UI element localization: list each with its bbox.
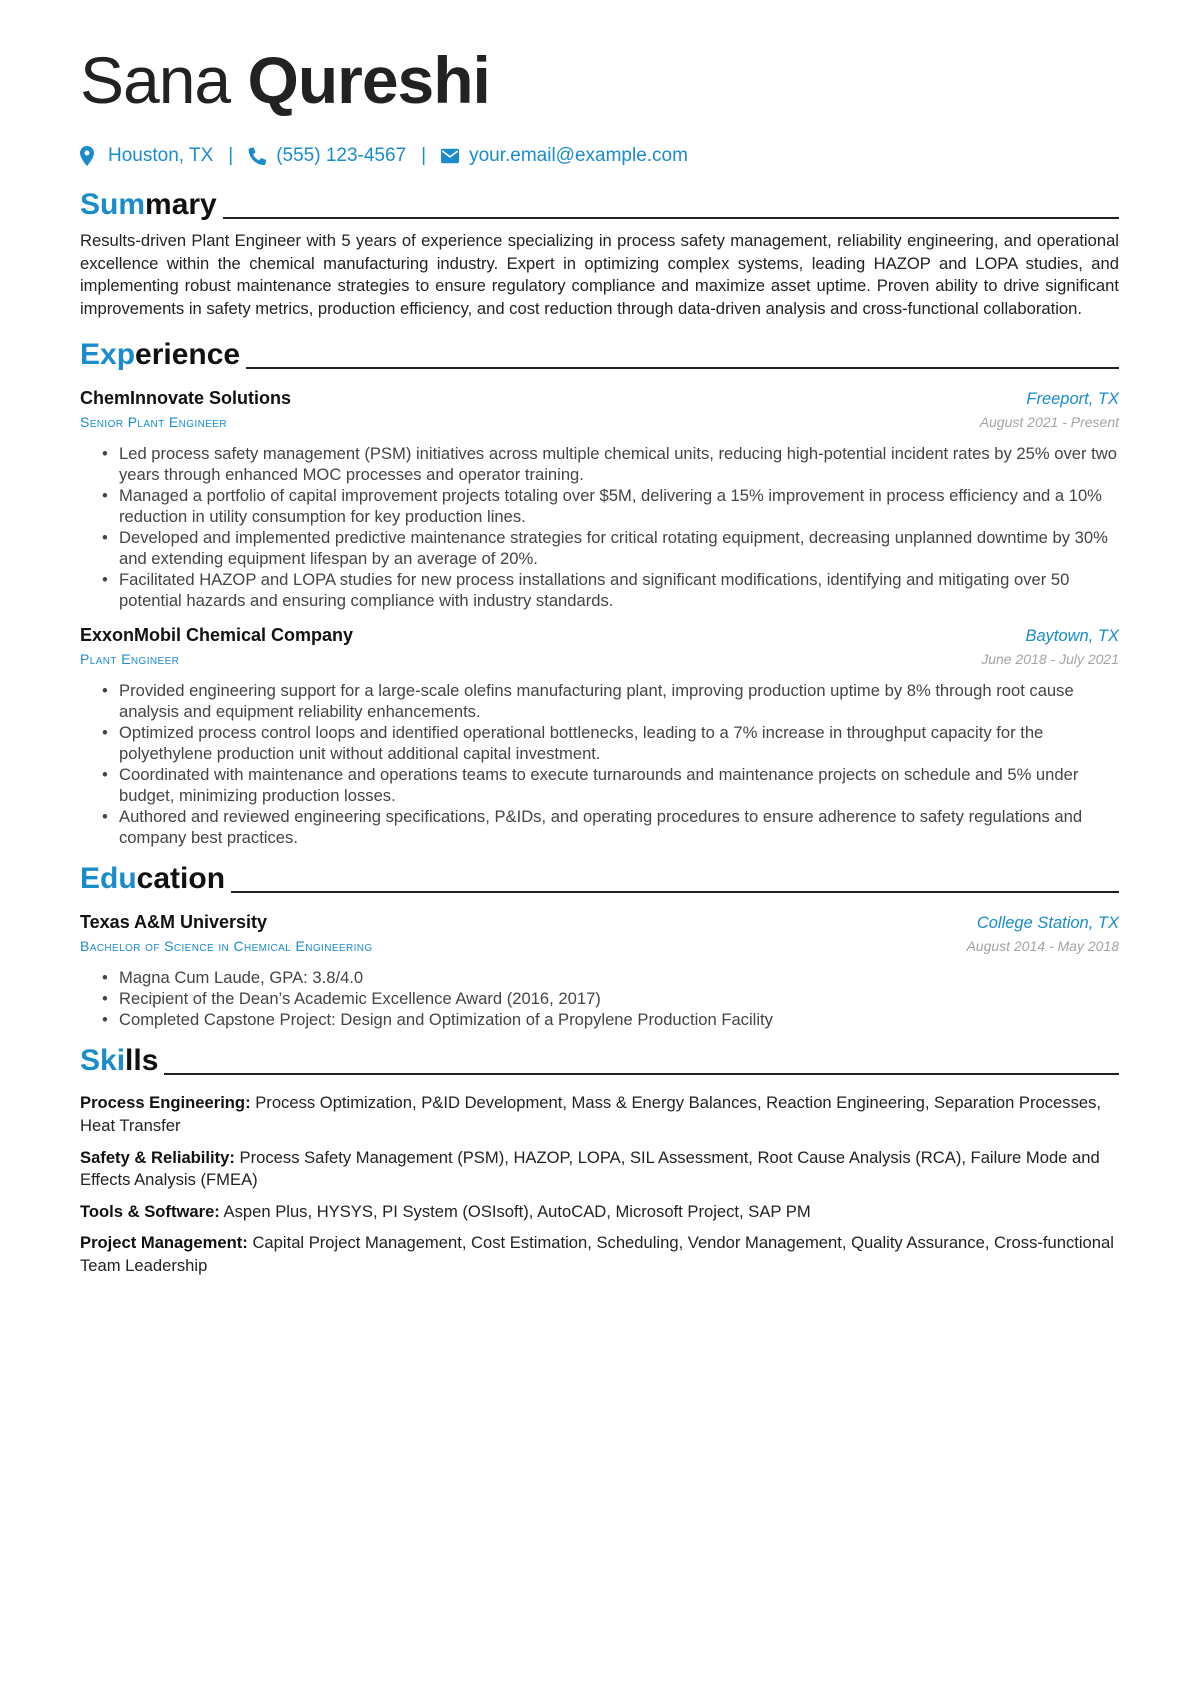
summary-section-header: [80, 182, 1119, 222]
school-location: College Station, TX: [976, 914, 1119, 933]
list-item: • Magna Cum Laude, GPA: 3.8/4.0: [102, 968, 364, 988]
education-dates: August 2014 - May 2018: [966, 938, 1119, 955]
section-rule: [164, 1073, 1119, 1075]
candidate-name: [80, 40, 1119, 120]
list-item: • Managed a portfolio of capital improvement projects totaling over $5M, delivering a 15% improvement in process efficiency and a 10% reduction in utility consumption for key production lines.: [102, 486, 1102, 527]
phone-text: (555) 123-4567: [276, 145, 407, 166]
first-name: Sana: [80, 43, 231, 117]
job-dates: August 2021 - Present: [979, 414, 1119, 431]
education-entry: [80, 910, 1119, 1030]
envelope-icon: [441, 146, 459, 166]
employer-name: ChemInnovate Solutions: [80, 388, 292, 409]
skill-group-values: Aspen Plus, HYSYS, PI System (OSIsoft), AutoCAD, Microsoft Project, SAP PM: [223, 1201, 811, 1221]
skill-group-values: Process Optimization, P&ID Development, Mass & Energy Balances, Reaction Engineering, Separation Processes, Heat Transfer: [80, 1093, 1102, 1135]
section-rule: [231, 891, 1119, 893]
skill-group-label: Tools & Software:: [80, 1201, 220, 1221]
skill-group: [80, 1201, 1119, 1224]
job-location: Freeport, TX: [1026, 390, 1119, 409]
skill-group-label: Process Engineering:: [80, 1093, 251, 1113]
section-title: Summary: [80, 188, 217, 221]
skills-section-header: [80, 1038, 1119, 1078]
skill-group-label: Safety & Reliability:: [80, 1147, 235, 1167]
list-item: • Coordinated with maintenance and operations teams to execute turnarounds and maintenance projects on schedule and 5% under budget, minimizing production losses.: [102, 765, 1079, 806]
skill-group-values: Process Safety Management (PSM), HAZOP, LOPA, SIL Assessment, Root Cause Analysis (RCA), Failure Mode and Effects Analysis (FMEA): [80, 1147, 1100, 1190]
achievement-list: [80, 680, 1119, 848]
contact-email[interactable]: [441, 145, 688, 167]
section-rule: [223, 217, 1119, 219]
skill-group: [80, 1232, 1119, 1277]
section-rule: [246, 367, 1119, 369]
experience-entry: [80, 623, 1119, 848]
email-link: your.email@example.com: [469, 145, 688, 166]
job-title: Plant Engineer: [80, 651, 180, 668]
contact-phone[interactable]: [248, 145, 406, 167]
map-marker-icon: [80, 146, 98, 166]
list-item: • Led process safety management (PSM) initiatives across multiple chemical units, reducing high-potential incident rates by 25% over two years through enhanced MOC processes and operator training.: [102, 444, 1117, 485]
education-section-header: [80, 856, 1119, 896]
contact-separator: |: [228, 145, 234, 166]
section-title: Skills: [80, 1044, 159, 1078]
list-item: • Facilitated HAZOP and LOPA studies for new process installations and significant modifications, identifying and mitigating over 50 potential hazards and ensuring compliance with industry standards.: [102, 570, 1070, 611]
section-title: Experience: [80, 338, 241, 372]
school-name: Texas A&M University: [80, 912, 268, 933]
experience-section-header: [80, 332, 1119, 372]
skill-group: [80, 1092, 1119, 1137]
skill-group-values: Capital Project Management, Cost Estimation, Scheduling, Vendor Management, Quality Assurance, Cross-functional Team Leadership: [80, 1233, 1114, 1275]
list-item: • Provided engineering support for a large-scale olefins manufacturing plant, improving production uptime by 8% through root cause analysis and equipment reliability enhancements.: [102, 681, 1074, 722]
phone-icon: [248, 146, 266, 166]
contact-location: [80, 145, 213, 167]
list-item: • Optimized process control loops and identified operational bottlenecks, leading to a 7% increase in throughput capacity for the polyethylene production unit without additional capital investment.: [102, 723, 1044, 764]
resume-page: [80, 40, 1119, 1278]
job-title: Senior Plant Engineer: [80, 414, 227, 431]
job-location: Baytown, TX: [1025, 627, 1119, 646]
skill-group-label: Project Management:: [80, 1233, 248, 1253]
contact-separator: |: [421, 145, 427, 166]
job-dates: June 2018 - July 2021: [981, 651, 1119, 668]
section-title: Education: [80, 862, 226, 896]
location-text: Houston, TX: [108, 145, 214, 166]
list-item: • Completed Capstone Project: Design and Optimization of a Propylene Production Facility: [102, 1010, 773, 1030]
list-item: • Developed and implemented predictive maintenance strategies for critical rotating equipment, decreasing unplanned downtime by 30% and extending equipment lifespan by an average of 20%.: [102, 528, 1108, 569]
list-item: • Recipient of the Dean’s Academic Excellence Award (2016, 2017): [102, 989, 601, 1009]
experience-entry: [80, 386, 1119, 611]
list-item: • Authored and reviewed engineering specifications, P&IDs, and operating procedures to ensure adherence to safety regulations and company best practices.: [102, 807, 1083, 848]
last-name: Qureshi: [247, 43, 490, 117]
education-list: [80, 967, 1119, 1030]
degree: Bachelor of Science in Chemical Engineering: [80, 938, 373, 955]
employer-name: ExxonMobil Chemical Company: [80, 625, 354, 646]
skill-group: [80, 1147, 1119, 1192]
contact-bar: [80, 142, 1119, 170]
summary-text: Results-driven Plant Engineer with 5 years of experience specializing in process safety management, reliability engineering, and operational excellence within the chemical manufacturing industry. Expert in optimizing complex systems, leading HAZOP and LOPA studies, and implementing robust maintenance strategies to ensure regulatory compliance and maximize asset uptime. Proven ability to drive significant improvements in safety metrics, production efficiency, and cost reduction through data-driven analysis and cross-functional collaboration.: [80, 231, 1119, 318]
achievement-list: [80, 443, 1119, 611]
